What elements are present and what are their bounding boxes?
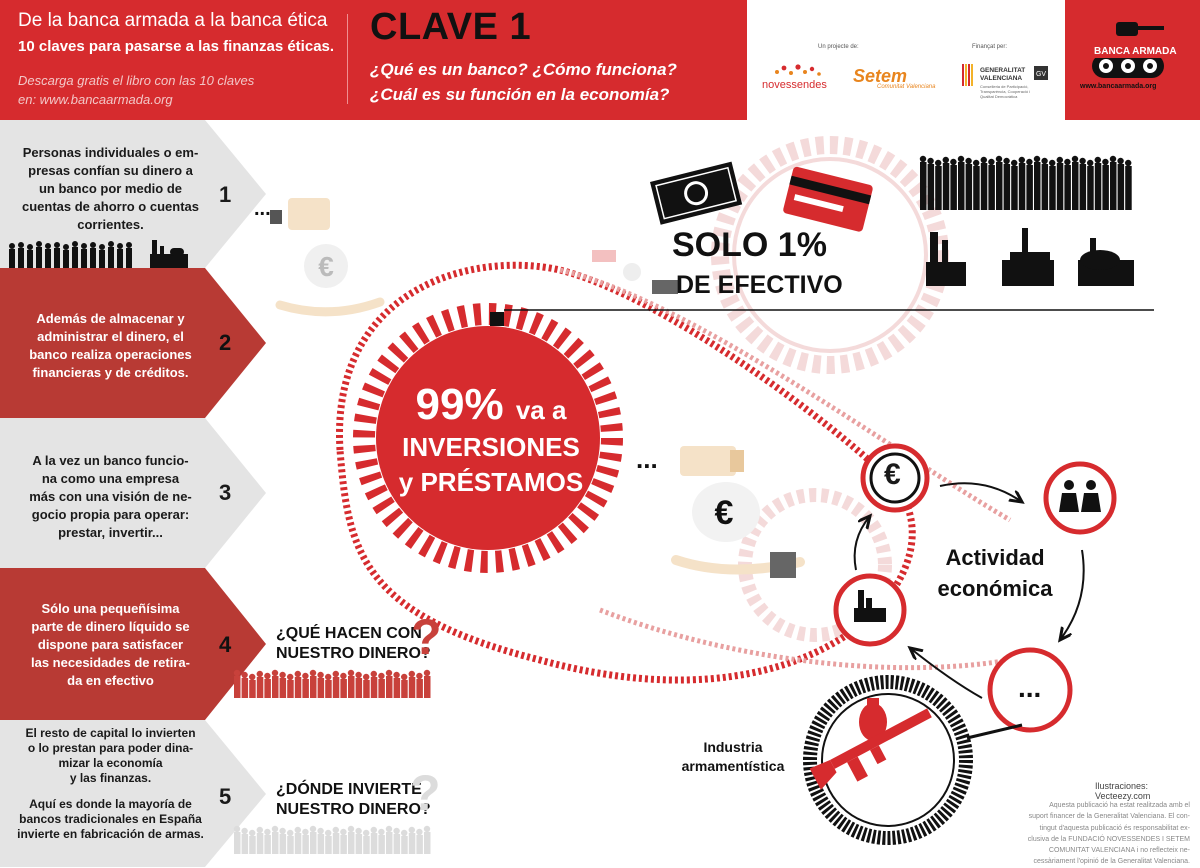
step-3-number: 3 xyxy=(219,480,232,505)
novessendes-logo: novessendes xyxy=(762,79,827,91)
step-5-line: mizar la economía xyxy=(58,756,163,770)
big-va: va a xyxy=(515,395,567,425)
solo-1-text: SOLO 1% xyxy=(672,226,827,264)
step-1-text xyxy=(8,144,213,234)
banca-armada-url[interactable]: www.bancaarmada.org xyxy=(1080,83,1157,90)
question-4-line1: ¿QUÉ HACEN CON xyxy=(276,625,422,642)
step-5-line: bancos tradicionales en España xyxy=(19,812,202,826)
factory-group-icon xyxy=(926,228,1134,286)
industria-label xyxy=(672,738,794,776)
download-url[interactable]: en: www.bancaarmada.org xyxy=(18,92,173,107)
step-1-line: un banco por medio de xyxy=(38,181,182,196)
euro-bag-icon: € xyxy=(714,494,734,532)
setem-logo: Setem xyxy=(853,66,908,86)
header-divider xyxy=(347,14,348,104)
clave-question-2: ¿Cuál es su función en la economía? xyxy=(370,85,670,104)
question-mark-icon: ? xyxy=(411,609,442,665)
step-2-number: 2 xyxy=(219,330,232,355)
step-4 xyxy=(0,568,270,720)
step-3 xyxy=(0,418,270,568)
header-subtitle: 10 claves para pasarse a las finanzas éticas. xyxy=(18,38,335,55)
ellipsis-circle: ... xyxy=(1018,672,1042,703)
step-5-line: invierte en fabricación de armas. xyxy=(17,827,204,841)
step-5-line: y las finanzas. xyxy=(69,771,152,785)
euro-small-icon xyxy=(623,263,641,281)
step-5-text xyxy=(8,726,213,842)
step-4-text xyxy=(8,600,213,690)
question-5-line1: ¿DÓNDE INVIERTE xyxy=(276,781,422,798)
clave-question-1: ¿Qué es un banco? ¿Cómo funciona? xyxy=(370,60,677,79)
actividad-line1: Actividad xyxy=(945,545,1045,570)
step-4-line: Sólo una pequeñísima xyxy=(41,601,180,616)
step-4-number: 4 xyxy=(219,632,232,657)
question-4 xyxy=(276,624,431,664)
step-5-line: El resto de capital lo invierten xyxy=(25,726,196,740)
svg-text:GV: GV xyxy=(1035,71,1047,78)
step-5-number: 5 xyxy=(219,784,232,809)
step-2-line: banco realiza operaciones xyxy=(29,347,192,362)
generalitat-line1: GENERALITAT xyxy=(980,67,1026,74)
step-2-line: Además de almacenar y xyxy=(36,311,185,326)
question-5-line2: NUESTRO DINERO? xyxy=(276,801,431,818)
ninety-nine-block xyxy=(396,380,586,498)
banca-armada-logo-text: BANCA ARMADA xyxy=(1090,45,1181,58)
big-line-inversiones: INVERSIONES xyxy=(402,432,580,462)
credit-card-icon xyxy=(782,166,873,232)
step-1-line: presas confían su dinero a xyxy=(28,163,193,178)
question-5 xyxy=(276,780,431,820)
actividad-economica-label xyxy=(930,542,1060,604)
banknote-small-icon xyxy=(652,280,678,294)
step-3-line: A la vez un banco funcio- xyxy=(32,453,189,468)
ellipsis-2: ... xyxy=(636,444,658,474)
header-title: De la banca armada a la banca ética xyxy=(18,10,328,31)
card-small-icon xyxy=(592,250,616,262)
ellipsis-1: ... xyxy=(254,198,271,220)
crowd-top-right-icon xyxy=(920,156,1132,210)
hand-euro-bag xyxy=(676,446,800,578)
step-4-line: las necesidades de retira- xyxy=(31,655,190,670)
step-1-line: Personas individuales o em- xyxy=(22,145,199,160)
step-3-line: prestar, invertir... xyxy=(58,525,163,540)
efectivo-text: DE EFECTIVO xyxy=(676,271,843,299)
generalitat-emblem-icon xyxy=(962,64,974,86)
step-4-line: parte de dinero líquido se xyxy=(31,619,190,634)
step-5-spacer xyxy=(8,786,213,797)
disclaimer-line: cessàriament l'opinió de la Generalitat Valenciana. xyxy=(1033,858,1190,866)
big-line-prestamos: y PRÉSTAMOS xyxy=(398,467,584,497)
illustration-credit: Ilustraciones: Vecteezy.com xyxy=(1095,781,1151,801)
step-5 xyxy=(0,720,270,867)
step-3-line: na como una empresa xyxy=(41,471,180,486)
step-5-line: o lo prestan para poder dina- xyxy=(27,741,194,755)
generalitat-mark-icon xyxy=(1034,66,1048,80)
connector-square xyxy=(490,312,504,326)
step-2 xyxy=(0,268,270,418)
question-mark-gray-icon: ? xyxy=(410,765,441,821)
industria-line2: armamentística xyxy=(681,758,785,774)
step-1-number: 1 xyxy=(219,182,232,207)
disclaimer-line: clusiva de la FUNDACIÓ NOVESSENDES I SETEM xyxy=(1027,835,1190,843)
step-1-line: cuentas de ahorro o cuentas xyxy=(22,199,199,214)
euro-circle-icon: € xyxy=(884,458,901,491)
novessendes-dots-icon xyxy=(771,62,831,78)
step-3-text xyxy=(8,452,213,542)
factory-icon xyxy=(148,236,190,270)
setem-subtitle: Comunitat Valenciana xyxy=(877,84,936,90)
step-3-line: más con una visión de ne- xyxy=(29,489,192,504)
disclaimer-line: Aquesta publicació ha estat realitzada amb el xyxy=(1049,802,1190,809)
step-3-line: gocio propia para operar: xyxy=(31,507,190,522)
hand-euro-small xyxy=(270,198,380,312)
big-pct: 99% xyxy=(415,380,504,429)
question-4-line2: NUESTRO DINERO? xyxy=(276,645,431,662)
disclaimer-line: COMUNITAT VALENCIANA i no reflecteix ne- xyxy=(1048,847,1190,855)
step-4-line: dispone para satisfacer xyxy=(37,637,184,652)
step-2-line: financieras y de créditos. xyxy=(32,365,189,380)
disclaimer-line: suport financer de la Generalitat Valenciana. El con- xyxy=(1028,813,1190,821)
people-silhouette-icon xyxy=(6,238,141,270)
clave-title: CLAVE 1 xyxy=(370,6,532,48)
generalitat-line2: VALENCIANA xyxy=(980,75,1023,82)
download-text: Descarga gratis el libro con las 10 claves xyxy=(18,73,255,88)
funded-label: Finançat per: xyxy=(972,44,1008,50)
project-label: Un projecte de: xyxy=(818,44,859,50)
step-2-text xyxy=(8,310,213,382)
disclaimer-line: tingut d'aquesta publicació és responsabilitat ex- xyxy=(1039,824,1190,832)
actividad-line2: económica xyxy=(937,576,1053,601)
big-pct-line xyxy=(396,380,586,430)
disclaimer xyxy=(1005,800,1190,868)
svg-text:€: € xyxy=(318,251,334,282)
generalitat-department: Conselleria de Participació, Transparència, Cooperació i Qualitat Democràtica xyxy=(980,84,1031,99)
banknote-icon xyxy=(650,162,742,225)
step-1-line: corrientes. xyxy=(77,217,144,232)
generalitat-logo xyxy=(980,67,1025,83)
step-4-line: da en efectivo xyxy=(67,673,154,688)
step-2-line: administrar el dinero, el xyxy=(37,329,184,344)
industria-line1: Industria xyxy=(703,739,763,755)
step-5-line: Aquí es donde la mayoría de xyxy=(29,797,192,811)
logo-panel xyxy=(747,0,1065,120)
